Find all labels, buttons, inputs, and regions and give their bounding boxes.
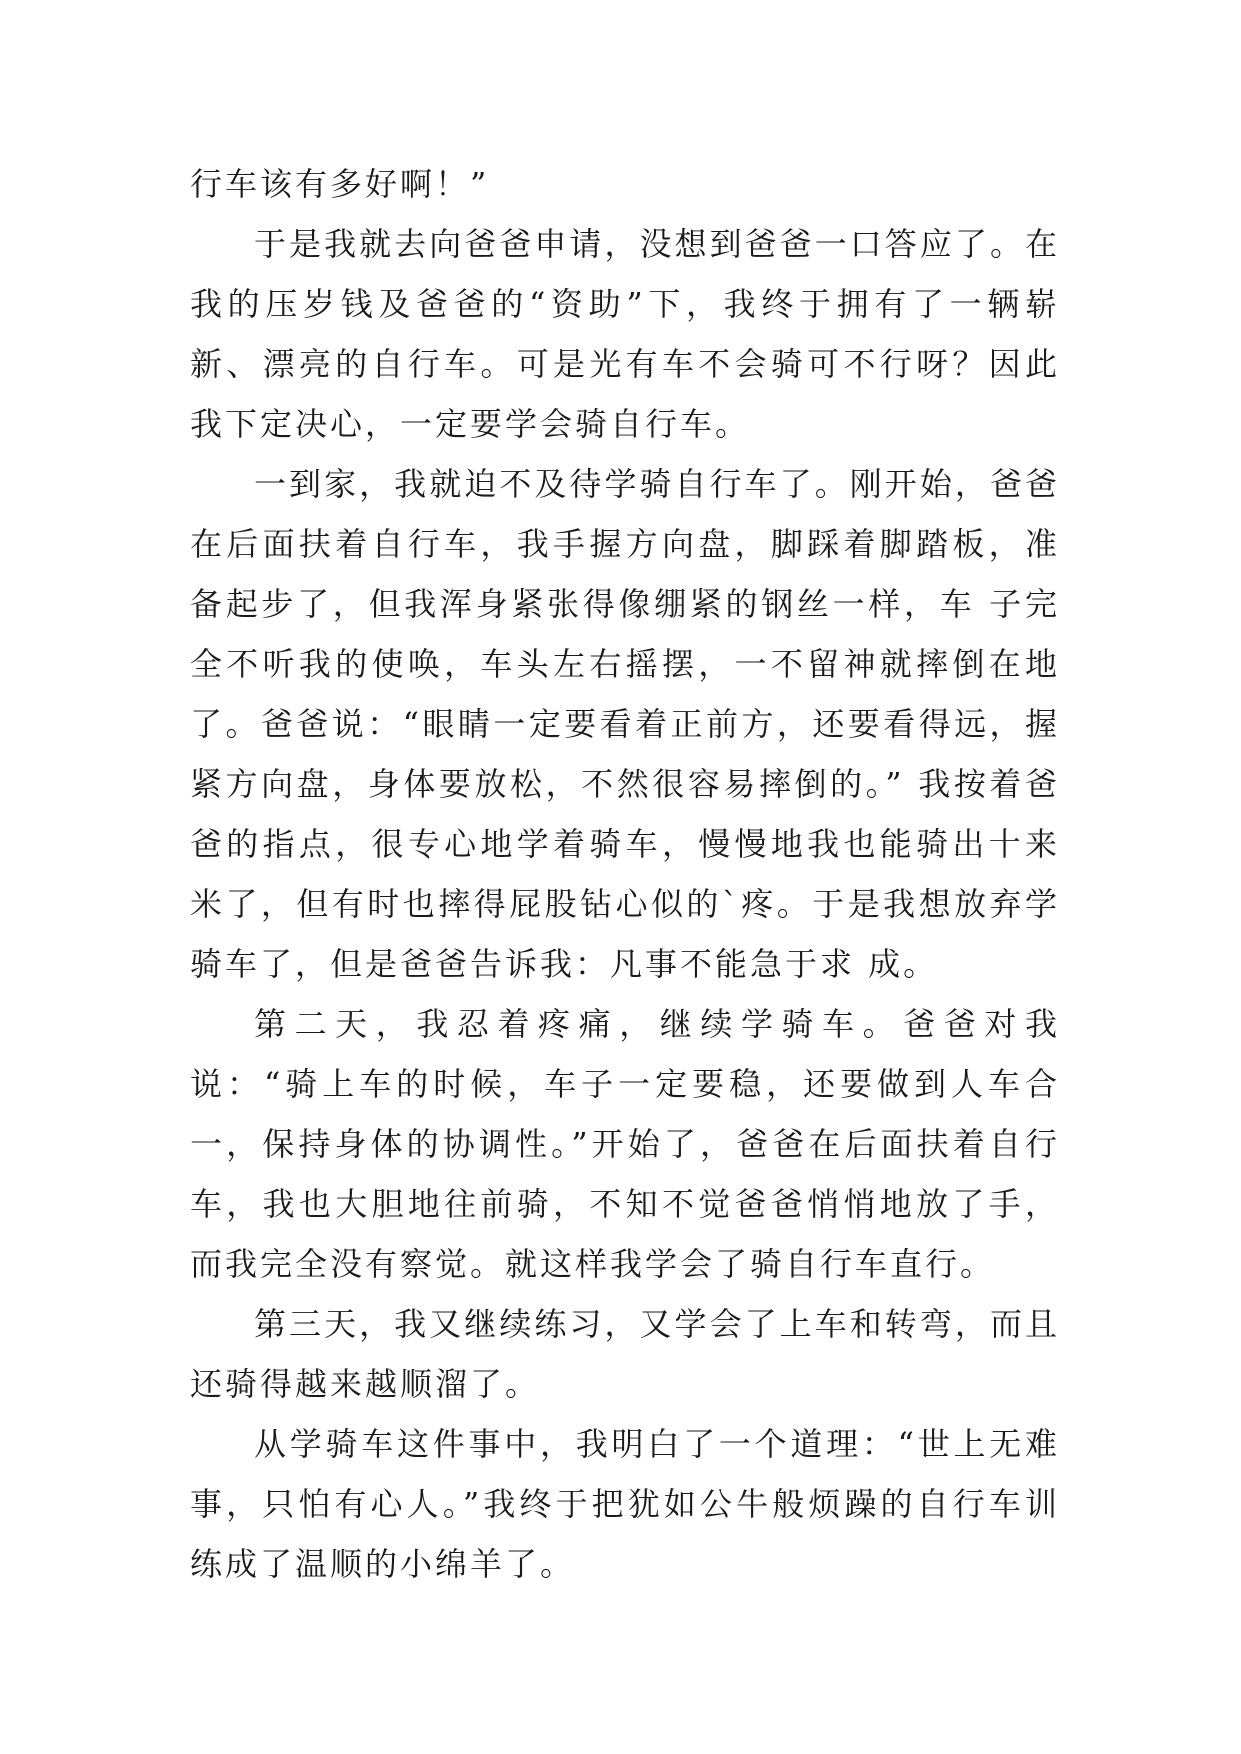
paragraph-1: 行车该有多好啊！” xyxy=(190,165,490,203)
paragraph-6: 从学骑车这件事中，我明白了一个道理：“世上无难事，只怕有心人。”我终于把犹如公牛般烦躁的自行车训练成了温顺的小绵羊了。 xyxy=(190,1425,1060,1583)
paragraph-4: 第二天，我忍着疼痛，继续学骑车。爸爸对我说：“骑上车的时候，车子一定要稳，还要做到人车合一，保持身体的协调性。”开始了，爸爸在后面扶着自行车，我也大胆地往前骑，不知不觉爸爸悄悄地放了手，而我完全没有察觉。就这样我学会了骑自行车直行。 xyxy=(190,1005,1060,1283)
paragraph-3: 一到家，我就迫不及待学骑自行车了。刚开始，爸爸在后面扶着自行车，我手握方向盘，脚踩着脚踏板，准备起步了，但我浑身紧张得像绷紧的钢丝一样，车 子完全不听我的使唤，车头左右摇摆，一不留神就摔倒在地了。爸爸说：“眼睛一定要看着正前方，还要看得远，握紧方向盘，身体要放松，不然很容易摔倒的。” 我按着爸爸的指点，很专心地学着骑车，慢慢地我也能骑出十来米了，但有时也摔得屁股钻心似的`疼。于是我想放弃学骑车了，但是爸爸告诉我：凡事不能急于求 成。 xyxy=(190,465,1060,983)
paragraph-5: 第三天，我又继续练习，又学会了上车和转弯，而且还骑得越来越顺溜了。 xyxy=(190,1305,1060,1403)
document-body xyxy=(190,154,1060,1594)
paragraph-2: 于是我就去向爸爸申请，没想到爸爸一口答应了。在我的压岁钱及爸爸的“资助”下，我终于拥有了一辆崭新、漂亮的自行车。可是光有车不会骑可不行呀？因此我下定决心，一定要学会骑自行车。 xyxy=(190,225,1060,443)
